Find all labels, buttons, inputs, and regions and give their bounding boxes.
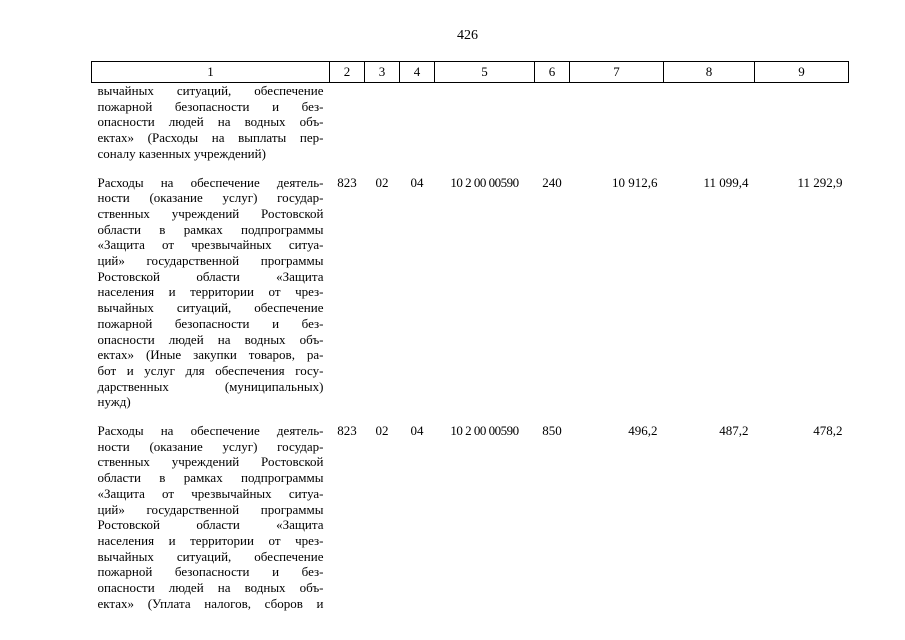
name-line: Ростовской области «Защита bbox=[97, 268, 324, 284]
expense-name bbox=[92, 168, 330, 417]
expense-type-code bbox=[535, 83, 570, 168]
name-line: опасности людей на водных объ- bbox=[97, 114, 324, 130]
subsection-code: 04 bbox=[410, 174, 424, 190]
name-line: ности (оказание услуг) государ- bbox=[97, 438, 324, 454]
name-line: области в рамках подпрограммы bbox=[97, 221, 324, 237]
target-article-code bbox=[435, 83, 535, 168]
header-col-7: 7 bbox=[570, 62, 664, 83]
ministry-code: 823 bbox=[337, 174, 357, 190]
header-col-6: 6 bbox=[535, 62, 570, 83]
name-line: области в рамках подпрограммы bbox=[97, 470, 324, 486]
name-line: нужд) bbox=[97, 394, 131, 410]
name-line: населения и территории от чрез- bbox=[97, 532, 324, 548]
header-col-2: 2 bbox=[330, 62, 365, 83]
subsection-code: 04 bbox=[410, 423, 424, 439]
amount-year-1: 496,2 bbox=[628, 423, 658, 439]
section-code: 02 bbox=[375, 174, 389, 190]
name-line: ектах» (Расходы на выплаты пер- bbox=[97, 130, 324, 146]
subsection-code bbox=[400, 83, 435, 168]
name-line: населения и территории от чрез- bbox=[97, 284, 324, 300]
section-code: 02 bbox=[375, 423, 389, 439]
target-article-code: 10 2 00 00590 bbox=[450, 174, 519, 190]
amount-year-2: 11 099,4 bbox=[703, 174, 749, 190]
amount-year-1 bbox=[570, 83, 664, 168]
table-row bbox=[92, 416, 849, 617]
page-number: 426 bbox=[457, 28, 478, 43]
expense-name bbox=[92, 416, 330, 617]
amount-year-2 bbox=[664, 83, 755, 168]
expense-name bbox=[92, 83, 330, 168]
header-col-4: 4 bbox=[400, 62, 435, 83]
amount-year-2: 487,2 bbox=[719, 423, 749, 439]
amount-year-1: 10 912,6 bbox=[612, 174, 658, 190]
name-line: пожарной безопасности и без- bbox=[97, 98, 324, 114]
section-code bbox=[365, 83, 400, 168]
name-line: вычайных ситуаций, обеспечение bbox=[97, 83, 324, 98]
name-line: ектах» (Уплата налогов, сборов и bbox=[97, 595, 324, 611]
header-col-9: 9 bbox=[755, 62, 849, 83]
name-line: вычайных ситуаций, обеспечение bbox=[97, 300, 324, 316]
name-line: «Защита от чрезвычайных ситуа- bbox=[97, 485, 324, 501]
expense-type-code: 240 bbox=[542, 174, 562, 190]
header-row bbox=[92, 62, 849, 83]
name-line: «Защита от чрезвычайных ситуа- bbox=[97, 237, 324, 253]
header-col-8: 8 bbox=[664, 62, 755, 83]
name-line: вычайных ситуаций, обеспечение bbox=[97, 548, 324, 564]
target-article-code: 10 2 00 00590 bbox=[450, 423, 519, 439]
name-line: ций» государственной программы bbox=[97, 253, 324, 269]
amount-year-3 bbox=[755, 83, 849, 168]
name-line: Расходы на обеспечение деятель- bbox=[97, 423, 324, 439]
name-line: дарственных (муниципальных) bbox=[97, 378, 324, 394]
name-line: опасности людей на водных объ- bbox=[97, 580, 324, 596]
table-row bbox=[92, 83, 849, 168]
name-line: опасности людей на водных объ- bbox=[97, 331, 324, 347]
name-line: ственных учреждений Ростовской bbox=[97, 454, 324, 470]
name-line: Ростовской области «Защита bbox=[97, 517, 324, 533]
name-line: бот и услуг для обеспечения госу- bbox=[97, 362, 324, 378]
amount-year-3: 11 292,9 bbox=[797, 174, 843, 190]
header-col-5: 5 bbox=[435, 62, 535, 83]
header-col-1: 1 bbox=[92, 62, 330, 83]
header-col-3: 3 bbox=[365, 62, 400, 83]
ministry-code: 823 bbox=[337, 423, 357, 439]
name-line: Расходы на обеспечение деятель- bbox=[97, 174, 324, 190]
amount-year-3: 478,2 bbox=[813, 423, 843, 439]
name-line: пожарной безопасности и без- bbox=[97, 564, 324, 580]
expense-type-code: 850 bbox=[542, 423, 562, 439]
name-line: соналу казенных учреждений) bbox=[97, 145, 266, 161]
table-row bbox=[92, 168, 849, 417]
budget-table bbox=[91, 61, 849, 618]
ministry-code bbox=[330, 83, 365, 168]
name-line: пожарной безопасности и без- bbox=[97, 315, 324, 331]
name-line: ности (оказание услуг) государ- bbox=[97, 190, 324, 206]
name-line: ственных учреждений Ростовской bbox=[97, 205, 324, 221]
name-line: ций» государственной программы bbox=[97, 501, 324, 517]
name-line: ектах» (Иные закупки товаров, ра- bbox=[97, 347, 324, 363]
